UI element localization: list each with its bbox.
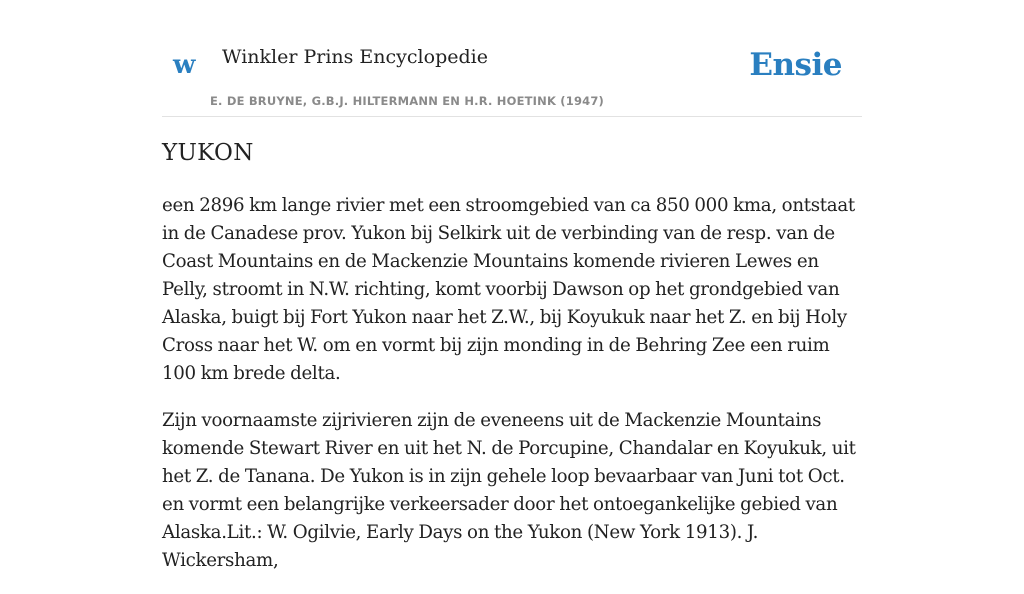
publication-authors: E. DE BRUYNE, G.B.J. HILTERMANN EN H.R. HOETINK (1947) [210, 94, 605, 108]
article-paragraph: een 2896 km lange rivier met een stroomgebied van ca 850 000 kma, ontstaat in de Canadese prov. Yukon bij Selkirk uit de verbinding van de resp. van de Coast Mountains en de Mackenzie Mountains komende rivieren Lewes en Pelly, stroomt in N.W. richting, komt voorbij Dawson op het grondgebied van Alaska, buigt bij Fort Yukon naar het Z.W., bij Koyukuk naar het Z. en bij Holy Cross naar het W. om en vormt bij zijn monding in de Behring Zee een ruim 100 km brede delta. [162, 195, 855, 384]
article-title: YUKON [162, 140, 254, 166]
article-paragraph: Zijn voornaamste zijrivieren zijn de eveneens uit de Mackenzie Mountains komende Stewart River en uit het N. de Porcupine, Chandalar en Koyukuk, uit het Z. de Tanana. De Yukon is in zijn gehele loop bevaarbaar van Juni tot Oct. en vormt een belangrijke verkeersader door het ontoegankelijke gebied van Alaska.Lit.: W. Ogilvie, Early Days on the Yukon (New York 1913). J. Wickersham, [162, 410, 856, 571]
article-body [162, 192, 862, 594]
site-header [162, 0, 862, 117]
brand-logo[interactable]: Ensie [749, 47, 842, 83]
publication-title[interactable]: Winkler Prins Encyclopedie [222, 46, 488, 68]
publication-logo[interactable]: w [173, 50, 196, 80]
